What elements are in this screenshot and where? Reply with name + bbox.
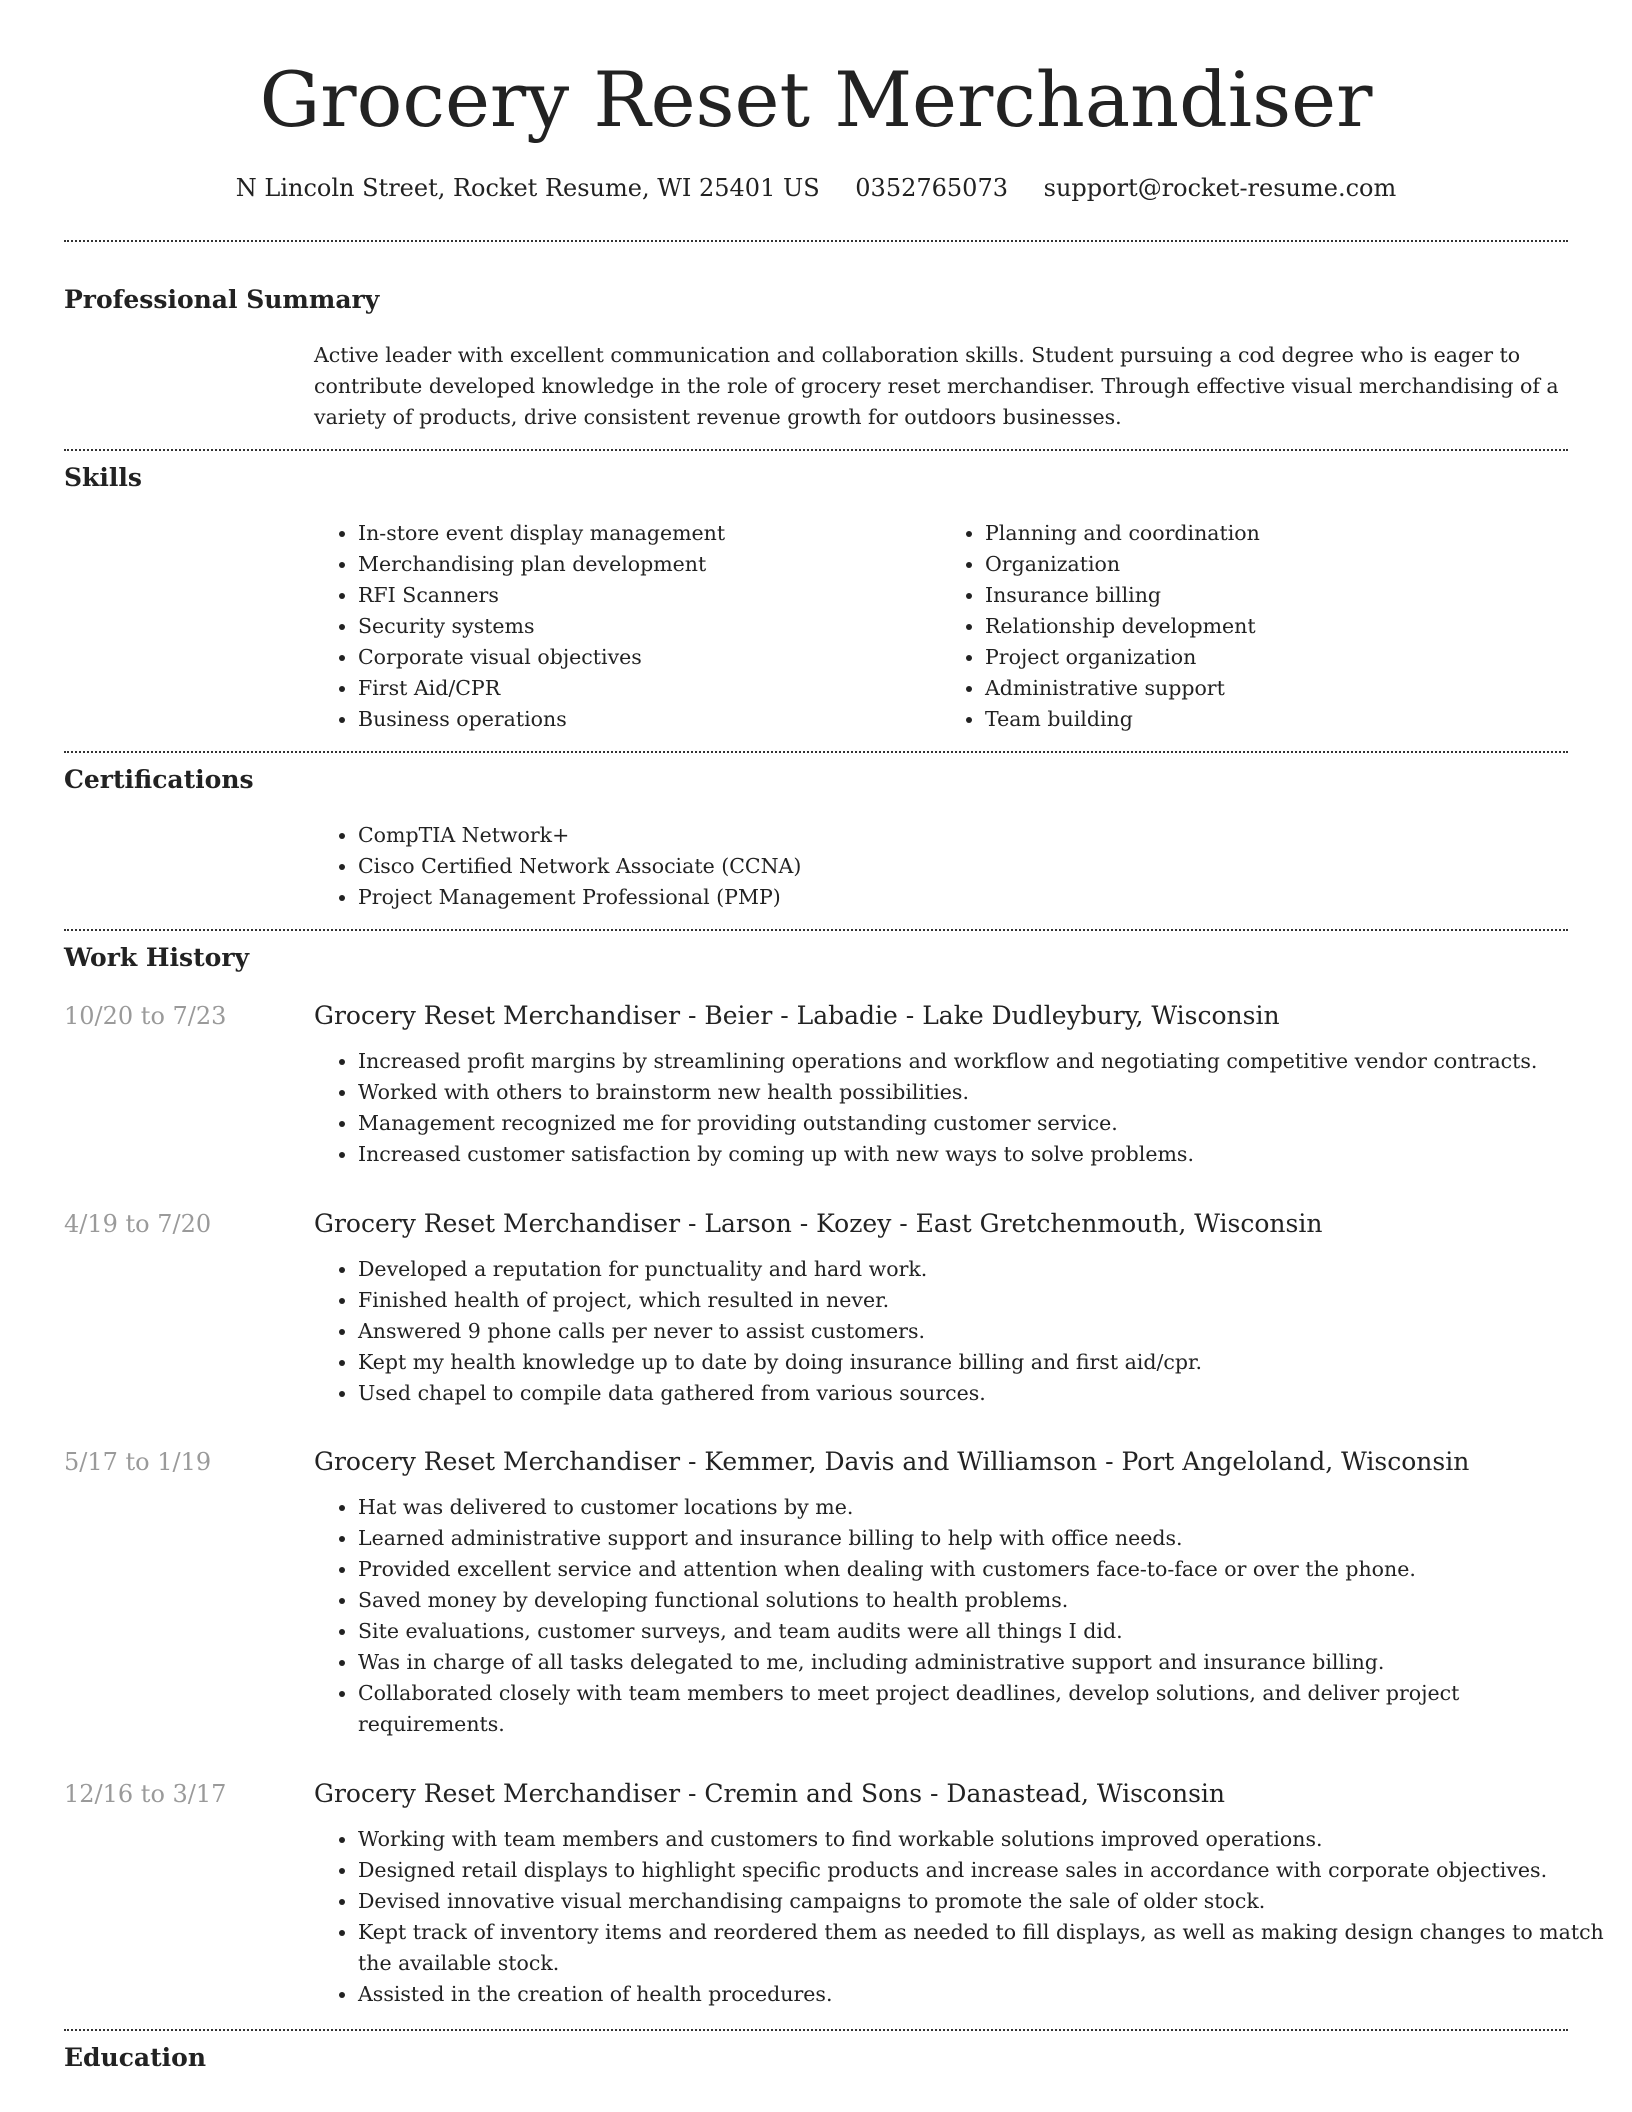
certifications-list	[314, 820, 1568, 913]
job-title: Grocery Reset Merchandiser - Beier - Labadie - Lake Dudleybury, Wisconsin	[314, 1001, 1280, 1030]
certification-item: • CompTIA Network+	[358, 820, 1568, 851]
job-dates: 4/19 to 7/20	[64, 1210, 212, 1238]
education-section	[64, 2041, 1568, 2075]
skill-item: • Merchandising plan development	[358, 549, 941, 580]
job-bullet: • Working with team members and customers to find workable solutions improved operations.	[358, 1824, 1612, 1855]
section-title-skills: Skills	[64, 463, 142, 492]
job-bullet: • Site evaluations, customer surveys, and team audits were all things I did.	[358, 1616, 1612, 1647]
skill-item: • RFI Scanners	[358, 580, 941, 611]
skills-columns	[314, 518, 1568, 735]
job-bullet: • Developed a reputation for punctuality and hard work.	[358, 1254, 1612, 1285]
skill-item: • Corporate visual objectives	[358, 642, 941, 673]
skill-item: • Planning and coordination	[985, 518, 1568, 549]
job-bullet: • Devised innovative visual merchandising campaigns to promote the sale of older stock.	[358, 1886, 1612, 1917]
job-bullets	[314, 1046, 1612, 1170]
skill-item: • Team building	[985, 704, 1568, 735]
resume-name: Grocery Reset Merchandiser	[259, 55, 1373, 144]
job-bullet: • Worked with others to brainstorm new health possibilities.	[358, 1077, 1612, 1108]
resume-page	[64, 0, 1604, 2112]
job-bullet: • Saved money by developing functional solutions to health problems.	[358, 1585, 1612, 1616]
job-bullet: • Designed retail displays to highlight specific products and increase sales in accordance with corporate objectives.	[358, 1855, 1612, 1886]
job-bullet: • Answered 9 phone calls per never to assist customers.	[358, 1316, 1612, 1347]
job-bullet: • Finished health of project, which resulted in never.	[358, 1285, 1612, 1316]
job-bullet: • Learned administrative support and insurance billing to help with office needs.	[358, 1523, 1612, 1554]
skills-content	[314, 518, 1568, 735]
job-dates: 5/17 to 1/19	[64, 1448, 212, 1476]
certification-item: • Cisco Certified Network Associate (CCNA)	[358, 851, 1568, 882]
skill-item: • Insurance billing	[985, 580, 1568, 611]
contact-phone: 0352765073	[855, 174, 1008, 202]
section-title-summary: Professional Summary	[64, 285, 380, 314]
summary-text: Active leader with excellent communication and collaboration skills. Student pursuing a cod degree who is eager to contribute developed knowledge in the role of grocery reset merchandiser. Through effective visual merchandising of a variety of products, drive consistent revenue growth for outdoors businesses.	[314, 343, 1559, 429]
section-title-certifications: Certifications	[64, 765, 254, 794]
skill-item: • First Aid/CPR	[358, 673, 941, 704]
job-bullet: • Used chapel to compile data gathered from various sources.	[358, 1378, 1612, 1409]
skill-item: • Project organization	[985, 642, 1568, 673]
certification-item: • Project Management Professional (PMP)	[358, 882, 1568, 913]
job-bullet: • Provided excellent service and attention when dealing with customers face-to-face or over the phone.	[358, 1554, 1612, 1585]
job-dates: 10/20 to 7/23	[64, 1002, 227, 1030]
divider	[64, 449, 1568, 451]
contact-email[interactable]: support@rocket-resume.com	[1043, 174, 1397, 202]
skills-list-left	[314, 518, 941, 735]
job-dates: 12/16 to 3/17	[64, 1780, 227, 1808]
work-section	[64, 941, 1568, 975]
divider	[64, 240, 1568, 242]
section-title-work: Work History	[64, 943, 250, 972]
section-title-education: Education	[64, 2043, 207, 2072]
job-bullet: • Collaborated closely with team members to meet project deadlines, develop solutions, and deliver project requirements.	[358, 1678, 1612, 1740]
job-bullet: • Increased customer satisfaction by coming up with new ways to solve problems.	[358, 1139, 1612, 1170]
skill-item: • Relationship development	[985, 611, 1568, 642]
skill-item: • In-store event display management	[358, 518, 941, 549]
skills-list-right	[941, 518, 1568, 735]
job-bullet: • Hat was delivered to customer locations by me.	[358, 1492, 1612, 1523]
job-bullets	[314, 1824, 1612, 2010]
job-bullets	[314, 1492, 1612, 1740]
job-bullet: • Increased profit margins by streamlining operations and workflow and negotiating competitive vendor contracts.	[358, 1046, 1612, 1077]
job-bullet: • Assisted in the creation of health procedures.	[358, 1979, 1612, 2010]
contact-address: N Lincoln Street, Rocket Resume, WI 25401 US	[235, 174, 820, 202]
job-bullet: • Was in charge of all tasks delegated to me, including administrative support and insurance billing.	[358, 1647, 1612, 1678]
skill-item: • Security systems	[358, 611, 941, 642]
certifications-section	[64, 763, 1568, 797]
summary-section	[64, 283, 1568, 317]
job-title: Grocery Reset Merchandiser - Larson - Kozey - East Gretchenmouth, Wisconsin	[314, 1209, 1323, 1238]
certifications-content	[314, 820, 1568, 913]
divider	[64, 929, 1568, 931]
job-title: Grocery Reset Merchandiser - Kemmer, Davis and Williamson - Port Angeloland, Wisconsin	[314, 1447, 1470, 1476]
job-bullet: • Kept track of inventory items and reordered them as needed to fill displays, as well as making design changes to match the available stock.	[358, 1917, 1612, 1979]
divider	[64, 751, 1568, 753]
job-bullets	[314, 1254, 1612, 1409]
summary-content	[314, 340, 1568, 433]
divider	[64, 2029, 1568, 2031]
job-bullet: • Management recognized me for providing outstanding customer service.	[358, 1108, 1612, 1139]
job-bullet: • Kept my health knowledge up to date by doing insurance billing and first aid/cpr.	[358, 1347, 1612, 1378]
skill-item: • Administrative support	[985, 673, 1568, 704]
contact-line	[64, 170, 1568, 206]
skills-section	[64, 461, 1568, 495]
skill-item: • Business operations	[358, 704, 941, 735]
skill-item: • Organization	[985, 549, 1568, 580]
job-title: Grocery Reset Merchandiser - Cremin and Sons - Danastead, Wisconsin	[314, 1779, 1226, 1808]
